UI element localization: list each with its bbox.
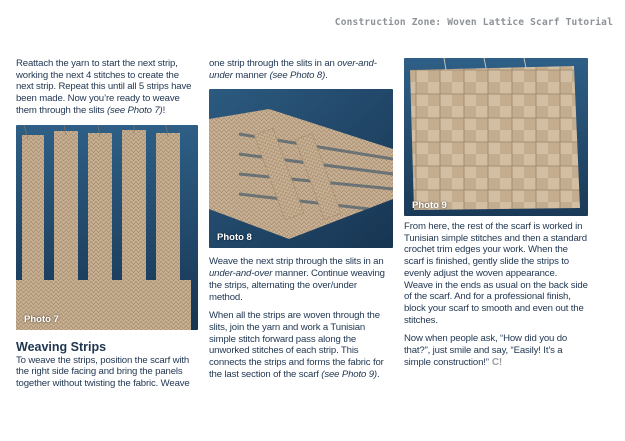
intro-paragraph: Reattach the yarn to start the next strip, working the next 4 stitches to create the next strip. Repeat this until all 5 strips have been made. Now you’re ready to weave them through the slits (see Photo 7)!	[16, 58, 192, 116]
continue-weaving-paragraph: Weave the next strip through the slits in an under-and-over manner. Continue weaving the strips, alternating the over/under method.	[209, 256, 385, 303]
photo-9-label: Photo 9	[412, 200, 447, 211]
photo-8	[209, 89, 393, 248]
column-3	[404, 58, 588, 368]
magazine-logo: C!	[491, 356, 503, 368]
finishing-paragraph: From here, the rest of the scarf is worked in Tunisian simple stitches and then a standard crochet trim edges your work. When the scarf is finished, gently slide the strips to evenly adjust the woven appearance. Weave in the ends as usual on the back side of the scarf. And for a professional finish, block your scarf to smooth and even out the stitches.	[404, 221, 588, 326]
photo-9	[404, 58, 588, 216]
weave-intro-paragraph: one strip through the slits in an over-and-under manner (see Photo 8).	[209, 58, 377, 81]
column-2	[209, 58, 393, 380]
column-1	[16, 58, 198, 390]
closing-paragraph: Now when people ask, “How did you do that?”, just smile and say, “Easily! It’s a simple construction!” C!	[404, 333, 568, 368]
photo-7-label: Photo 7	[24, 313, 59, 325]
weaving-paragraph: To weave the strips, position the scarf with the right side facing and bring the panels together without twisting the fabric. Weave	[16, 354, 190, 389]
photo-7	[16, 125, 198, 330]
photo-8-label: Photo 8	[217, 232, 252, 244]
join-yarn-paragraph: When all the strips are woven through the slits, join the yarn and work a Tunisian simple stitch forward pass along the unworked stitches of each strip. This connects the strips and forms the fabric for the last section of the scarf (see Photo 9).	[209, 310, 384, 380]
photo-8-image	[209, 89, 393, 248]
page-header: Construction Zone: Woven Lattice Scarf Tutorial	[334, 17, 613, 28]
section-heading: Weaving Strips	[16, 339, 107, 354]
photo-7-image	[16, 125, 198, 330]
photo-9-image	[404, 58, 588, 216]
